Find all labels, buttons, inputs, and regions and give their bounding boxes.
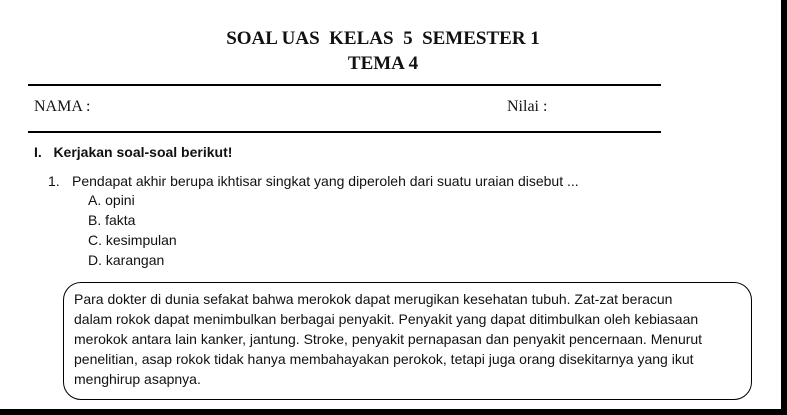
option-c: C. kesimpulan (88, 232, 177, 248)
name-field-label: NAMA : (34, 98, 91, 115)
passage-line: penelitian, asap rokok tidak hanya membahayakan perokok, tetapi juga orang disekitarnya yang ikut (74, 351, 694, 367)
option-b: B. fakta (88, 212, 136, 228)
page-shadow-right (781, 0, 787, 415)
question-text: Pendapat akhir berupa ikhtisar singkat yang diperoleh dari suatu uraian disebut ... (72, 173, 579, 189)
bottom-divider (28, 131, 661, 133)
reading-passage (63, 282, 752, 400)
page-subtitle: TEMA 4 (347, 53, 419, 74)
page-shadow-bottom (0, 409, 787, 415)
question-number: 1. (48, 173, 60, 189)
top-divider (28, 84, 661, 86)
passage-line: menghirup asapnya. (74, 371, 201, 387)
section-heading: I. Kerjakan soal-soal berikut! (34, 144, 233, 160)
passage-line: dalam rokok dapat menimbulkan berbagai penyakit. Penyakit yang dapat ditimbulkan oleh kebiasaan (74, 311, 699, 327)
answer-options (88, 190, 177, 270)
passage-line: Para dokter di dunia sefakat bahwa merokok dapat merugikan kesehatan tubuh. Zat-zat beracun (74, 291, 673, 307)
option-a: A. opini (88, 192, 135, 208)
page-title: SOAL UAS KELAS 5 SEMESTER 1 (226, 28, 540, 49)
option-d: D. karangan (88, 252, 165, 268)
passage-line: merokok antara lain kanker, jantung. Stroke, penyakit pernapasan dan penyakit pencernaan. Menurut (74, 331, 703, 347)
score-field-label: Nilai : (507, 98, 548, 115)
